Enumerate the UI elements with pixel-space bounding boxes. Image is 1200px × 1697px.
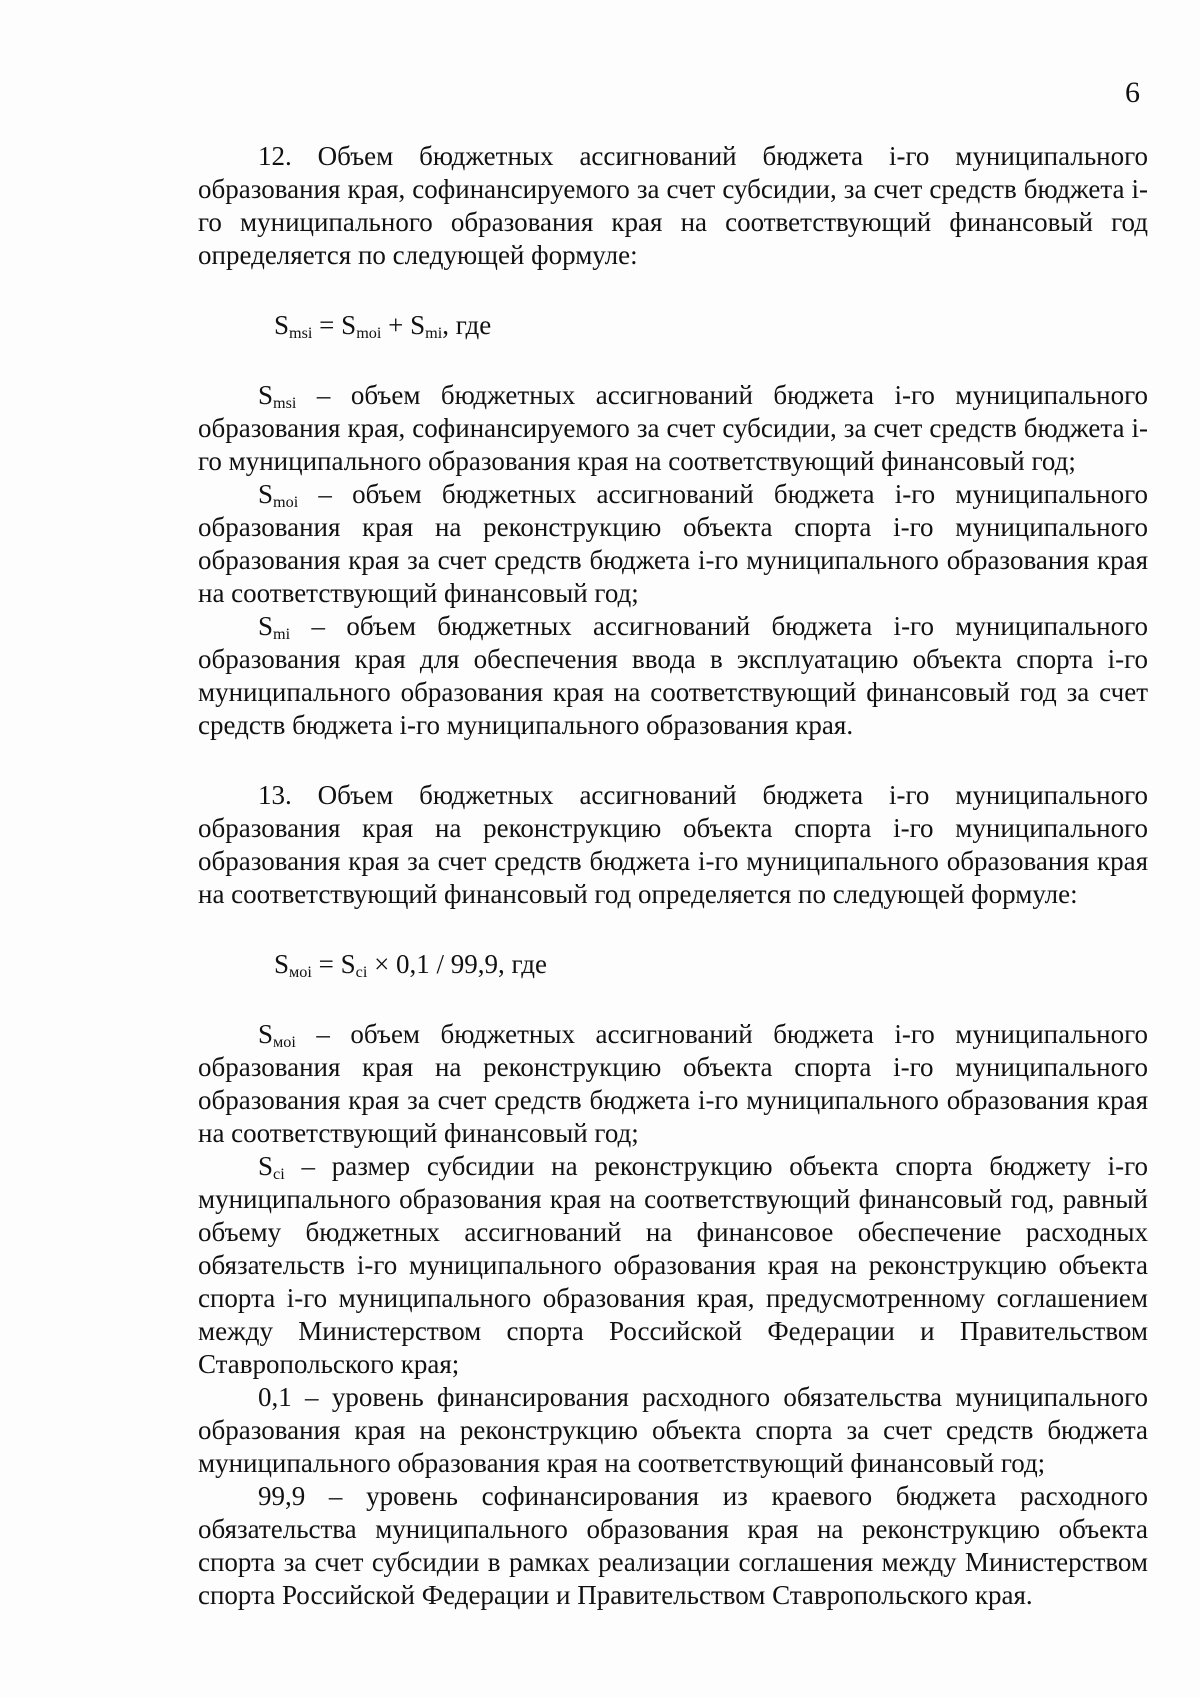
definition-text: – объем бюджетных ассигнований бюджета i-го муниципального образования края на реконструкцию объекта спорта i-го муниципального образования края за счет средств бюджета i-го муниципального образования края на соответствующий финансовый год; (198, 479, 1148, 608)
definition-smoi (198, 478, 1148, 610)
spacer (198, 981, 1148, 1018)
formula-subscript: ci (355, 963, 368, 982)
definition-text: – объем бюджетных ассигнований бюджета i-го муниципального образования края на реконструкцию объекта спорта i-го муниципального образования края за счет средств бюджета i-го муниципального образования края на соответствующий финансовый год; (198, 1019, 1148, 1148)
formula-tail: × 0,1 / 99,9, где (367, 949, 548, 979)
document-body (198, 140, 1148, 1612)
spacer (198, 342, 1148, 379)
spacer (198, 272, 1148, 309)
formula-operator: = (311, 949, 341, 979)
formula-symbol: S (410, 310, 426, 340)
definition-subscript: mi (273, 625, 291, 644)
definition-text: – объем бюджетных ассигнований бюджета i-го муниципального образования края для обеспечения ввода в эксплуатацию объекта спорта i-го муниципального образования края на соответствующий финансовый год за счет средств бюджета i-го муниципального образования края. (198, 611, 1148, 740)
formula-13 (198, 948, 1148, 981)
formula-subscript: msi (289, 324, 313, 343)
definition-symbol: S (258, 1151, 274, 1181)
spacer (198, 911, 1148, 948)
definition-subscript: msi (273, 394, 297, 413)
definition-level-99-9 (198, 1480, 1148, 1612)
definition-sci (198, 1150, 1148, 1381)
formula-subscript: mi (425, 324, 443, 343)
definition-symbol: S (258, 611, 274, 641)
definition-text: – уровень софинансирования из краевого бюджета расходного обязательства муниципального образования края на реконструкцию объекта спорта за счет субсидии в рамках реализации соглашения между Министерством спорта Российской Федерации и Правительством Ставропольского края. (198, 1481, 1148, 1610)
definition-smi (198, 610, 1148, 742)
definition-level-0-1 (198, 1381, 1148, 1480)
definition-symbol: S (258, 479, 274, 509)
definition-text: – размер субсидии на реконструкцию объекта спорта бюджету i-го муниципального образования края на соответствующий финансовый год, равный объему бюджетных ассигнований на финансовое обеспечение расходных обязательств i-го муниципального образования края на реконструкцию объекта спорта i-го муниципального образования края, предусмотренному соглашением между Министерством спорта Российской Федерации и Правительством Ставропольского края; (198, 1151, 1148, 1379)
formula-tail: , где (442, 310, 492, 340)
formula-subscript: мoi (289, 963, 312, 982)
formula-symbol: S (340, 949, 356, 979)
definition-smsi (198, 379, 1148, 478)
definition-subscript: moi (273, 493, 299, 512)
formula-operator: + (381, 310, 411, 340)
section-13-intro: 13. Объем бюджетных ассигнований бюджета i-го муниципального образования края на реконструкцию объекта спорта i-го муниципального образования края за счет средств бюджета i-го муниципального образования края на соответствующий финансовый год определяется по следующей формуле: (198, 780, 1148, 909)
formula-symbol: S (274, 310, 290, 340)
definition-text: – уровень финансирования расходного обязательства муниципального образования края на реконструкцию объекта спорта за счет средств бюджета муниципального образования края на соответствующий финансовый год; (198, 1382, 1148, 1478)
definition-label: 0,1 (258, 1382, 292, 1412)
formula-12 (198, 309, 1148, 342)
definition-text: – объем бюджетных ассигнований бюджета i-го муниципального образования края, софинансируемого за счет субсидии, за счет средств бюджета i-го муниципального образования края на соответствующий финансовый год; (198, 380, 1148, 476)
definition-subscript: ci (273, 1165, 285, 1184)
formula-symbol: S (341, 310, 357, 340)
formula-symbol: S (274, 949, 290, 979)
definition-symbol: S (258, 380, 274, 410)
definition-smoi-13 (198, 1018, 1148, 1150)
spacer (198, 742, 1148, 779)
page-number: 6 (1125, 76, 1140, 109)
section-12-intro: 12. Объем бюджетных ассигнований бюджета i-го муниципального образования края, софинансируемого за счет субсидии, за счет средств бюджета i-го муниципального образования края на соответствующий финансовый год определяется по следующей формуле: (198, 141, 1148, 270)
definition-subscript: мoi (273, 1033, 296, 1052)
formula-subscript: moi (356, 324, 382, 343)
definition-symbol: S (258, 1019, 274, 1049)
definition-label: 99,9 (258, 1481, 306, 1511)
formula-operator: = (312, 310, 342, 340)
